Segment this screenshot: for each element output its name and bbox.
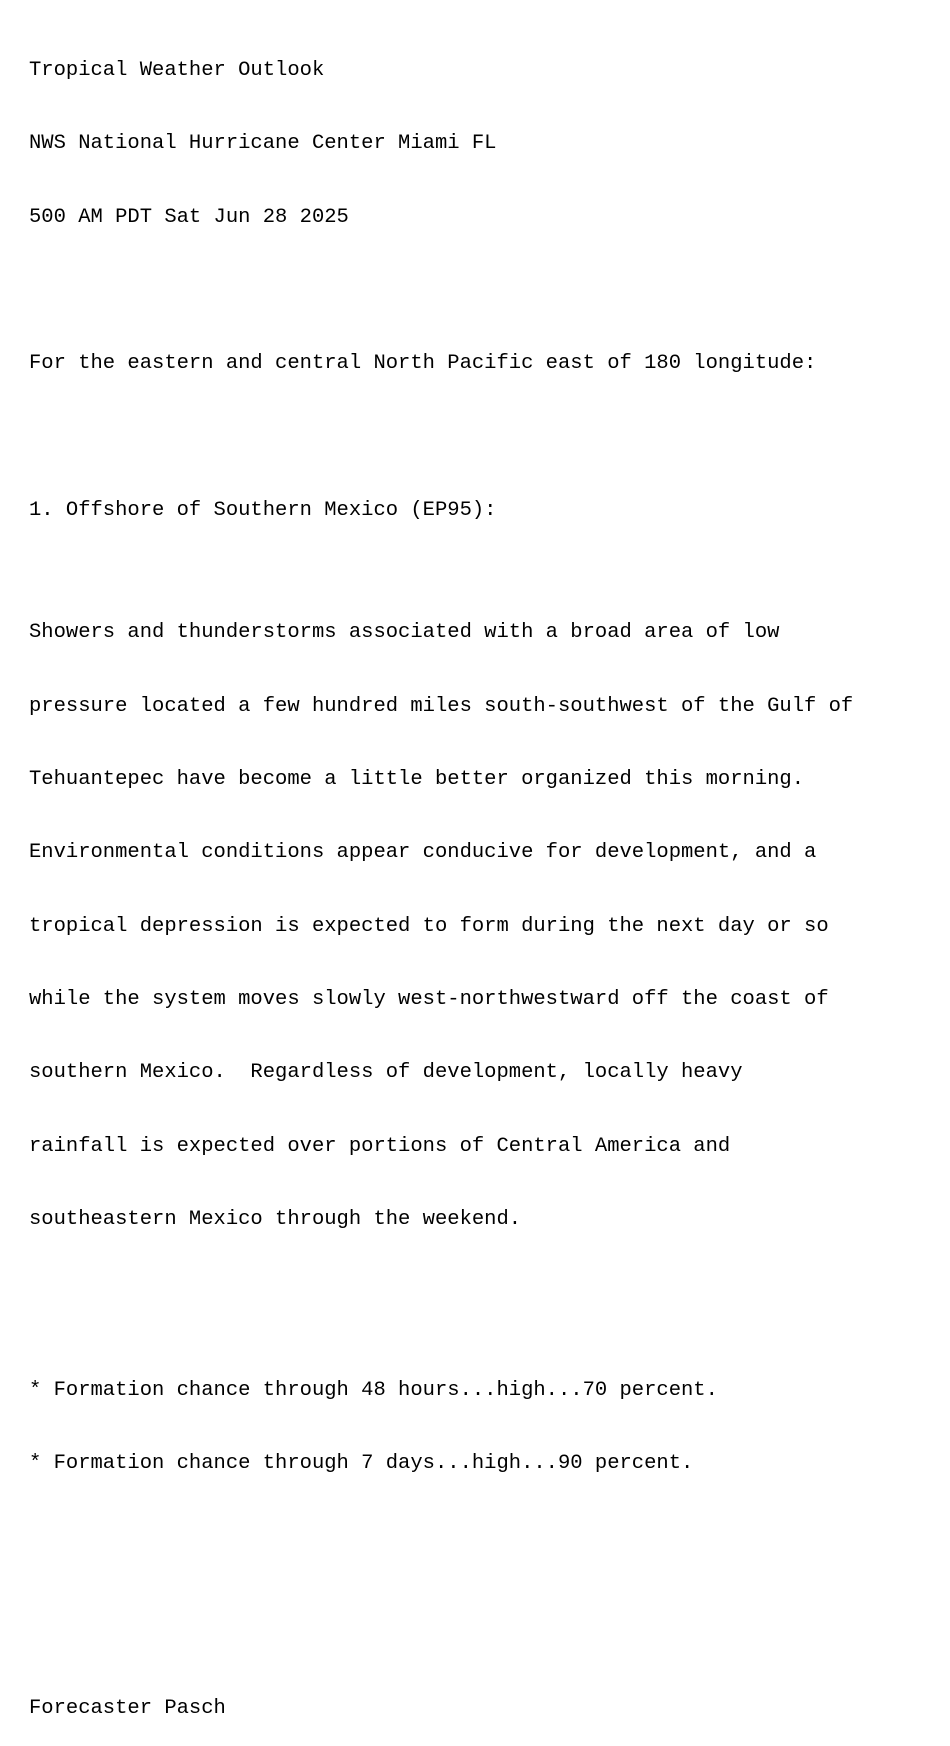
system-heading: 1. Offshore of Southern Mexico (EP95): — [29, 498, 497, 522]
blank-line — [29, 426, 942, 450]
region-intro: For the eastern and central North Pacific east of 180 longitude: — [29, 352, 817, 376]
discussion-line: Environmental conditions appear conducive for development, and a — [29, 841, 817, 865]
discussion-line: while the system moves slowly west-northwestward off the coast of — [29, 987, 829, 1011]
discussion-line: southern Mexico. Regardless of development, locally heavy — [29, 1061, 743, 1085]
discussion-line: Tehuantepec have become a little better organized this morning. — [29, 767, 805, 791]
forecaster-signature: Forecaster Pasch — [29, 1696, 226, 1720]
issue-time: 500 AM PDT Sat Jun 28 2025 — [29, 205, 349, 229]
discussion-line: rainfall is expected over portions of Central America and — [29, 1134, 731, 1158]
formation-chances — [29, 1330, 942, 1526]
formation-chance-48h: * Formation chance through 48 hours...high...70 percent. — [29, 1379, 718, 1403]
blank-lines — [29, 1575, 942, 1648]
outlook-title: Tropical Weather Outlook — [29, 58, 325, 82]
discussion-line: tropical depression is expected to form during the next day or so — [29, 914, 829, 938]
discussion-line: southeastern Mexico through the weekend. — [29, 1207, 522, 1231]
issuing-office: NWS National Hurricane Center Miami FL — [29, 132, 497, 156]
discussion-line: pressure located a few hundred miles south-southwest of the Gulf of — [29, 694, 854, 718]
system-discussion — [29, 572, 942, 1281]
discussion-line: Showers and thunderstorms associated with a broad area of low — [29, 621, 780, 645]
blank-line — [29, 279, 942, 303]
outlook-document — [29, 10, 942, 1720]
formation-chance-7d: * Formation chance through 7 days...high...90 percent. — [29, 1452, 694, 1476]
